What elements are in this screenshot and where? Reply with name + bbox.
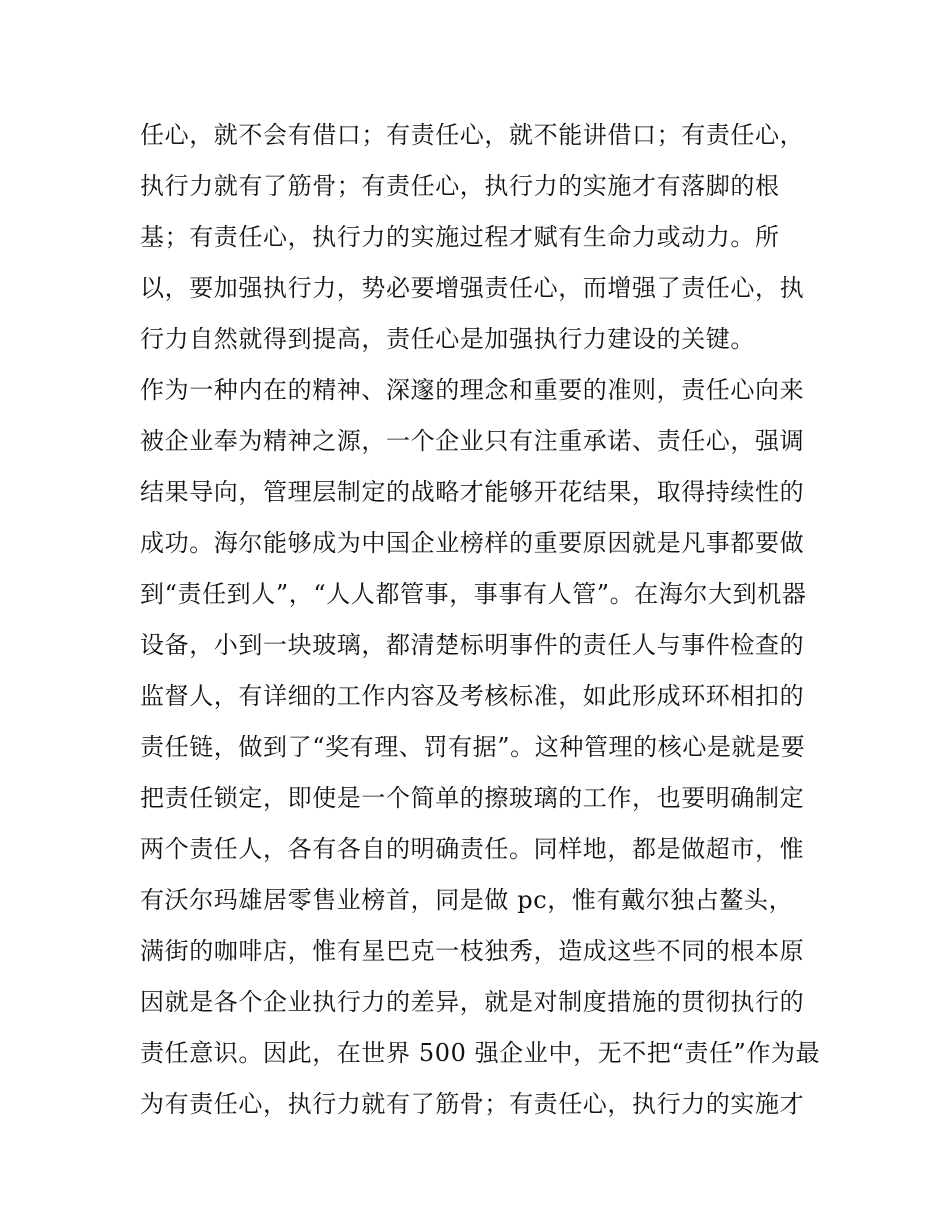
text-line-5: 行力自然就得到提高，责任心是加强执行力建设的关键。 xyxy=(140,325,755,353)
text-line-14: 把责任锁定，即使是一个简单的擦玻璃的工作，也要明确制定 xyxy=(140,784,805,812)
body-text xyxy=(140,110,820,1130)
text-line-19: 责任意识。因此，在世界 500 强企业中，无不把“责任”作为最 xyxy=(140,1039,821,1067)
text-line-6: 作为一种内在的精神、深邃的理念和重要的准则，责任心向来 xyxy=(140,376,805,404)
text-line-8: 结果导向，管理层制定的战略才能够开花结果，取得持续性的 xyxy=(140,478,805,506)
text-line-9: 成功。海尔能够成为中国企业榜样的重要原因就是凡事都要做 xyxy=(140,529,805,557)
text-line-3: 基；有责任心，执行力的实施过程才赋有生命力或动力。所 xyxy=(140,223,780,251)
text-line-10: 到“责任到人”，“人人都管事，事事有人管”。在海尔大到机器 xyxy=(140,580,807,608)
text-line-7: 被企业奉为精神之源，一个企业只有注重承诺、责任心，强调 xyxy=(140,427,805,455)
text-line-11: 设备，小到一块玻璃，都清楚标明事件的责任人与事件检查的 xyxy=(140,631,805,659)
text-line-20: 为有责任心，执行力就有了筋骨；有责任心，执行力的实施才 xyxy=(140,1090,805,1118)
text-line-15: 两个责任人，各有各自的明确责任。同样地，都是做超市，惟 xyxy=(140,835,805,863)
text-line-4: 以，要加强执行力，势必要增强责任心，而增强了责任心，执 xyxy=(140,274,805,302)
text-line-12: 监督人，有详细的工作内容及考核标准，如此形成环环相扣的 xyxy=(140,682,805,710)
text-line-1: 任心，就不会有借口；有责任心，就不能讲借口；有责任心， xyxy=(140,121,805,149)
text-line-16: 有沃尔玛雄居零售业榜首，同是做 pc，惟有戴尔独占鳌头， xyxy=(140,886,794,914)
text-line-17: 满街的咖啡店，惟有星巴克一枝独秀，造成这些不同的根本原 xyxy=(140,937,805,965)
text-line-2: 执行力就有了筋骨；有责任心，执行力的实施才有落脚的根 xyxy=(140,172,780,200)
text-line-13: 责任链，做到了“奖有理、罚有据”。这种管理的核心是就是要 xyxy=(140,733,806,761)
text-line-18: 因就是各个企业执行力的差异，就是对制度措施的贯彻执行的 xyxy=(140,988,805,1016)
